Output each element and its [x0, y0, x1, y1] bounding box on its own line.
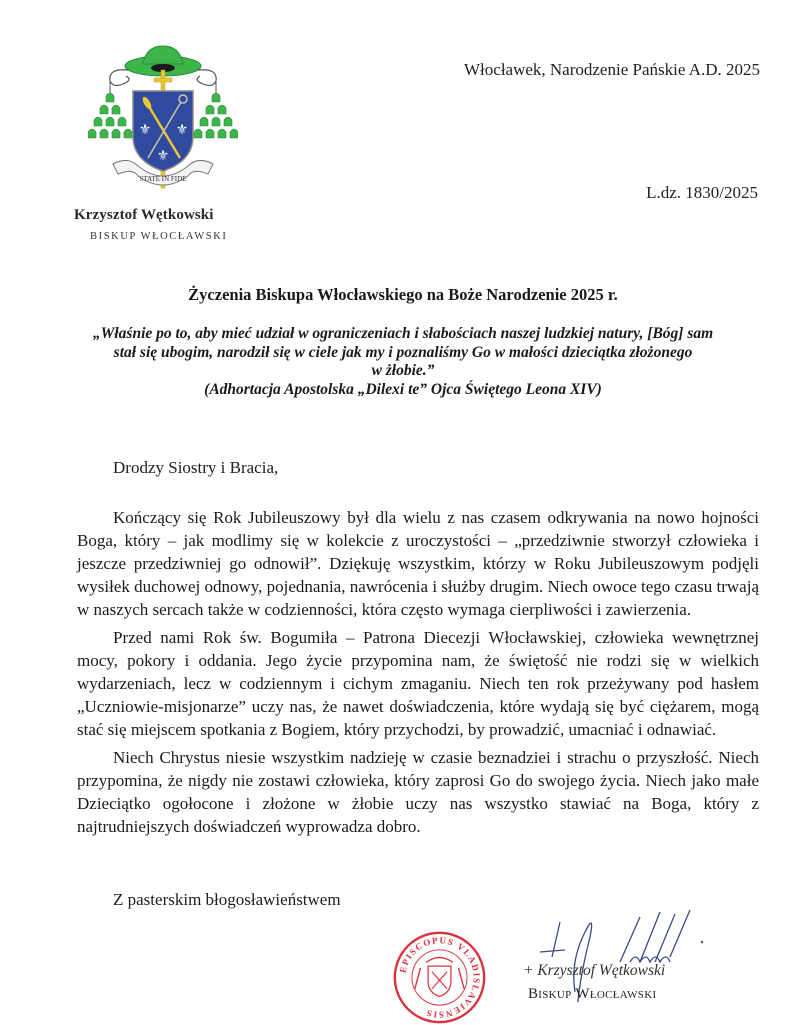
- svg-text:⚜: ⚜: [156, 149, 170, 164]
- paragraph: Niech Chrystus niesie wszystkim nadzieję w czasie beznadziei i strachu o przyszłość. Niech przypomina, że nigdy nie zostawi człowieka, który zaprosi Go do swojego życia. Niech jako małe Dzieciątko ogołocone i złożone w żłobie uczy nas wszystko stawiać na Boga, który z najtrudniejszych doświadczeń wyprowadza dobro.: [77, 748, 759, 836]
- episcopal-seal-icon: [392, 930, 487, 1025]
- sender-title: BISKUP WŁOCŁAWSKI: [90, 231, 228, 242]
- signatory-title: Biskup Włocławski: [528, 986, 657, 1002]
- closing-blessing: Z pasterskim błogosławieństwem: [113, 890, 341, 909]
- paragraph: Kończący się Rok Jubileuszowy był dla wielu z nas czasem odkrywania na nowo hojności Boga, który – jak modlimy się w kolekcie z uroczystości – „przedziwnie stworzył człowieka i jeszcze przedziwniej go odnowił”. Dziękuję wszystkim, którzy w Roku Jubileuszowym podjęli wysiłek duchowej odnowy, pojednania, nawrócenia i służby drugim. Niech owoce tego czasu trwają w naszych sercach także w codzienności, która często wymaga cierpliwości i zawierzenia.: [77, 508, 759, 619]
- greeting: Drodzy Siostry i Bracia,: [113, 458, 279, 477]
- sender-name: Krzysztof Wętkowski: [74, 207, 214, 223]
- motto-source: (Adhortacja Apostolska „Dilexi te” Ojca Świętego Leona XIV): [204, 380, 602, 398]
- signatory-name: + Krzysztof Wętkowski: [523, 962, 666, 979]
- svg-text:EPISCOPUS VLADISLAVIENSIS: [398, 935, 482, 1020]
- svg-text:⚜: ⚜: [138, 123, 152, 138]
- motto-line: „Właśnie po to, aby mieć udział w ograniczeniach i słabościach naszej ludzkiej natury, [Bóg] sam: [92, 325, 714, 342]
- motto-line: stał się ubogim, narodził się w ciele jak my i poznaliśmy Go w małości dzieciątka złożonego: [113, 343, 693, 361]
- motto-line: w żłobie.”: [371, 362, 435, 379]
- paragraph: Przed nami Rok św. Bogumiła – Patrona Diecezji Włocławskiej, człowieka wewnętrznej mocy, pokory i oddania. Jego życie przypomina nam, że świętość nie rodzi się w wielkich wydarzeniach, lecz w codziennym i cichym zmaganiu. Niech ten rok przeżywany pod hasłem „Uczniowie-misjonarze” uczy nas, że nawet doświadczenia, które wydają się być ciężarem, mogą stać się miejscem spotkania z Bogiem, który przychodzi, by prowadzić, umacniać i odnawiać.: [77, 628, 759, 739]
- letter-body: [77, 506, 759, 843]
- svg-text:⚜: ⚜: [175, 123, 189, 138]
- place-date: Włocławek, Narodzenie Pańskie A.D. 2025: [464, 60, 760, 79]
- crest-motto: STATE IN FIDE: [139, 175, 187, 183]
- motto-quote: [70, 325, 736, 399]
- seal-text: EPISCOPUS VLADISLAVIENSIS: [397, 935, 482, 1020]
- reference-number: L.dz. 1830/2025: [646, 183, 758, 202]
- letter-title: Życzenia Biskupa Włocławskiego na Boże Narodzenie 2025 r.: [188, 285, 618, 304]
- coat-of-arms-icon: [88, 36, 238, 196]
